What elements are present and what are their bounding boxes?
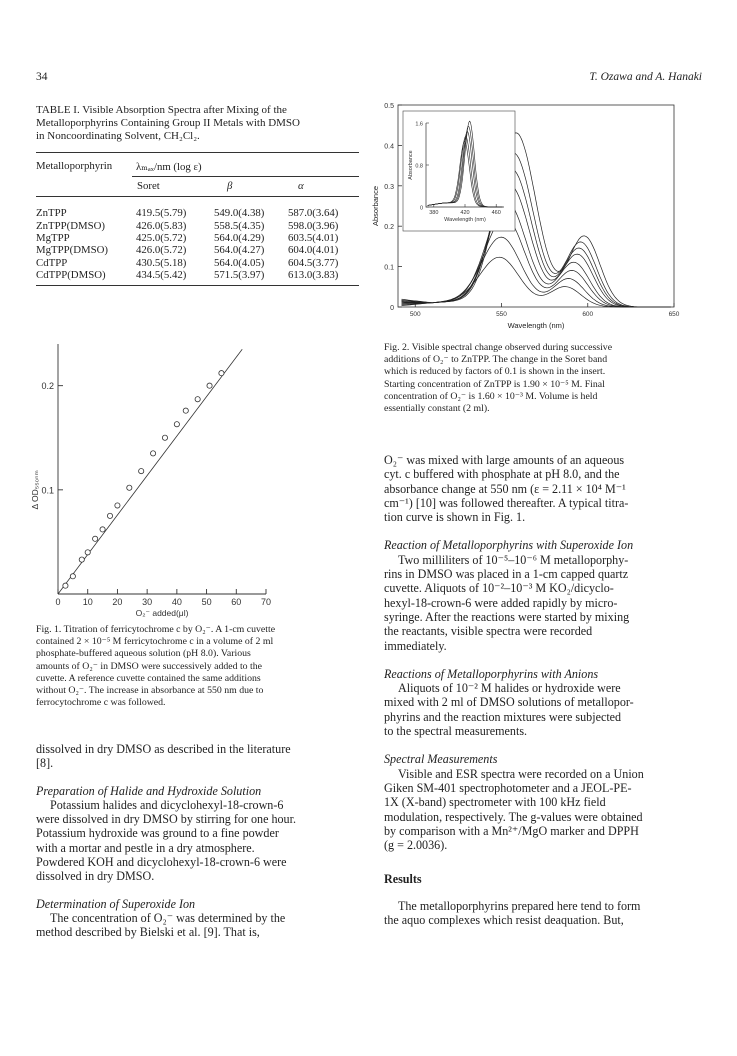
data-point xyxy=(174,422,179,427)
data-point xyxy=(219,371,224,376)
text-line: phyrins and the reaction mixtures were subjected xyxy=(384,709,622,724)
spectrum-curve xyxy=(402,257,671,307)
text-line: rins in DMSO was placed in a 1-cm capped quartz xyxy=(384,567,629,582)
text-line: cuvette. Aliquots of 10⁻²–10⁻³ M KO₂/dicyclo- xyxy=(384,581,614,596)
page-number: 34 xyxy=(36,71,48,83)
x-axis-label: Wavelength (nm) xyxy=(507,321,565,330)
caption-line: concentration of O₂⁻ is 1.60 × 10⁻³ M. Volume is held xyxy=(384,390,598,402)
data-point xyxy=(127,485,132,490)
caption-line: without O₂⁻. The increase in absorbance at 550 nm due to xyxy=(36,685,264,697)
paragraph xyxy=(384,767,698,853)
spectrum-curve xyxy=(402,237,671,307)
paragraph xyxy=(36,911,353,940)
right-column xyxy=(384,453,698,927)
figure-2-caption xyxy=(384,342,690,415)
text-line: dissolved in dry DMSO. xyxy=(36,869,155,884)
y-tick-label: 0.5 xyxy=(384,103,394,110)
y-axis-label: Δ OD₅₅₀ₙₘ xyxy=(30,470,40,510)
inset-y-tick-label: 0 xyxy=(419,205,423,212)
x-tick-label: 10 xyxy=(82,597,93,607)
data-point xyxy=(162,435,167,440)
caption-line: Starting concentration of ZnTPP is 1.90 × 10⁻⁵ M. Final xyxy=(384,378,605,390)
data-point xyxy=(183,408,188,413)
paragraph xyxy=(384,453,698,524)
text-line: were dissolved in dry DMSO by stirring for one hour. xyxy=(36,812,296,827)
data-point xyxy=(63,583,68,588)
x-tick-label: 650 xyxy=(668,311,680,318)
left-column xyxy=(36,742,353,940)
figure-1-titration xyxy=(28,330,318,620)
caption-line: additions of O₂⁻ to ZnTPP. The change in the Soret band xyxy=(384,354,608,366)
x-tick-label: 550 xyxy=(496,311,507,318)
table-sub-alpha: α xyxy=(298,180,304,192)
text-line: Powdered KOH and dicyclohexyl-18-crown-6 were xyxy=(36,855,287,870)
table-caption xyxy=(36,104,366,143)
table-sub-beta: β xyxy=(227,180,233,192)
x-tick-label: 600 xyxy=(582,311,594,318)
paragraph xyxy=(384,553,698,653)
figure-1-caption xyxy=(36,624,346,709)
text-line: Potassium hydroxide was ground to a fine powder xyxy=(36,826,279,841)
text-line: 1X (X-band) spectrometer with 100 kHz field xyxy=(384,795,606,810)
data-point xyxy=(79,557,84,562)
table-row: MgTPP(DMSO) 426.0(5.72) 564.0(4.27) 604.0(4.01) xyxy=(36,244,339,257)
inset-x-tick-label: 380 xyxy=(429,210,439,216)
section-heading: Determination of Superoxide Ion xyxy=(36,896,196,911)
caption-line: which is reduced by factors of 0.1 is shown in the insert. xyxy=(384,366,606,378)
inset-y-tick-label: 1.6 xyxy=(415,121,423,128)
data-point xyxy=(195,397,200,402)
text-line: O₂⁻ was mixed with large amounts of an aqueous xyxy=(384,453,625,467)
data-point xyxy=(150,451,155,456)
text-line: to the spectral measurements. xyxy=(384,724,528,739)
paragraph xyxy=(384,681,698,738)
y-tick-label: 0.2 xyxy=(41,381,54,392)
text-line: mixed with 2 ml of DMSO solutions of metallopor- xyxy=(384,695,634,710)
x-tick-label: 40 xyxy=(171,597,182,607)
inset-x-tick-label: 460 xyxy=(491,210,501,216)
inset-y-axis-label: Absorbance xyxy=(408,150,414,180)
x-tick-label: 50 xyxy=(201,597,212,607)
y-tick-label: 0.2 xyxy=(384,224,394,232)
text-line: hexyl-18-crown-6 were added rapidly by micro- xyxy=(384,595,618,610)
text-line: immediately. xyxy=(384,638,447,653)
table-rule xyxy=(36,152,359,153)
section-heading: Preparation of Halide and Hydroxide Solution xyxy=(36,783,262,798)
inset-y-tick-label: 0.8 xyxy=(415,163,423,170)
paragraph xyxy=(36,742,353,771)
caption-line: amounts of O₂⁻ in DMSO were successively added to the xyxy=(36,660,262,672)
y-tick-label: 0.1 xyxy=(384,264,394,272)
section-heading-results: Results xyxy=(384,872,422,887)
text-line: Two milliliters of 10⁻⁵–10⁻⁶ M metalloporphy- xyxy=(398,552,629,567)
text-line: The concentration of O₂⁻ was determined by the xyxy=(50,910,286,925)
y-tick-label: 0.1 xyxy=(41,485,54,496)
caption-line: phosphate-buffered aqueous solution (pH 8.0). Various xyxy=(36,648,251,660)
y-tick-label: 0.3 xyxy=(384,183,394,191)
caption-line: Fig. 2. Visible spectral change observed during successive xyxy=(384,342,613,353)
paragraph xyxy=(384,899,698,928)
text-line: Giken SM-401 spectrophotometer and a JEOL-PE- xyxy=(384,780,632,795)
y-axis-label: Absorbance xyxy=(371,185,380,227)
table-row: CdTPP 430.5(5.18) 564.0(4.05) 604.5(3.77) xyxy=(36,256,339,269)
text-line: with a mortar and pestle in a dry atmosphere. xyxy=(36,840,255,855)
section-heading: Reactions of Metalloporphyrins with Anions xyxy=(384,666,599,681)
table-col-lambda: λₘₐₓ/nm (log ε) xyxy=(136,161,202,173)
text-line: cm⁻¹) [10] was followed thereafter. A typical titra- xyxy=(384,495,629,510)
inset-x-tick-label: 420 xyxy=(460,210,470,216)
data-point xyxy=(139,468,144,473)
text-line: tion curve is shown in Fig. 1. xyxy=(384,510,526,525)
section-heading: Reaction of Metalloporphyrins with Superoxide Ion xyxy=(384,538,634,553)
table-col-metalloporphyrin: Metalloporphyrin xyxy=(36,160,113,172)
text-line: Potassium halides and dicyclohexyl-18-crown-6 xyxy=(50,797,284,812)
table-row: ZnTPP(DMSO) 426.0(5.83) 558.5(4.35) 598.0(3.96) xyxy=(36,219,339,232)
x-tick-label: 70 xyxy=(260,597,272,607)
caption-line: contained 2 × 10⁻⁵ M ferricytochrome c in a volume of 2 ml xyxy=(36,636,274,648)
text-line: absorbance change at 550 nm (ε = 2.11 × 10⁴ M⁻¹ xyxy=(384,481,626,496)
y-tick-label: 0 xyxy=(390,305,394,312)
caption-line: ferrocytochrome c was followed. xyxy=(36,697,166,709)
y-tick-label: 0.4 xyxy=(384,143,394,151)
inset-x-axis-label: Wavelength (nm) xyxy=(444,217,486,223)
caption-line: cuvette. A reference cuvette contained the same additions xyxy=(36,672,261,684)
caption-line: Fig. 1. Titration of ferricytochrome c by O₂⁻. A 1-cm cuvette xyxy=(36,624,276,635)
x-tick-label: 60 xyxy=(231,597,242,607)
data-point xyxy=(70,574,75,579)
x-tick-label: 500 xyxy=(409,311,421,318)
text-line: dissolved in dry DMSO as described in the literature xyxy=(36,742,291,756)
table-rule xyxy=(36,196,359,197)
data-point xyxy=(107,513,112,518)
paragraph xyxy=(36,798,353,884)
data-point xyxy=(100,527,105,532)
table-caption-line: TABLE I. Visible Absorption Spectra after Mixing of the xyxy=(36,104,287,116)
text-line: by comparison with a Mn²⁺/MgO marker and DPPH xyxy=(384,823,639,838)
x-tick-label: 30 xyxy=(142,597,153,607)
data-point xyxy=(207,383,212,388)
text-line: method described by Bielski et al. [9]. That is, xyxy=(36,925,260,940)
fit-line xyxy=(58,349,242,594)
table-caption-line: Metalloporphyrins Containing Group II Metals with DMSO xyxy=(36,117,300,129)
text-line: The metalloporphyrins prepared here tend to form xyxy=(398,898,641,913)
text-line: the aquo complexes which resist deaquation. But, xyxy=(384,913,624,928)
text-line: modulation, respectively. The g-values were obtained xyxy=(384,809,643,824)
text-line: syringe. After the reactions were started by mixing xyxy=(384,609,630,624)
x-axis-label: O₂⁻ added(μl) xyxy=(135,608,189,618)
table-sub-soret: Soret xyxy=(137,180,160,192)
data-point xyxy=(115,503,120,508)
text-line: Aliquots of 10⁻² M halides or hydroxide were xyxy=(398,681,621,696)
data-point xyxy=(93,536,98,541)
table-rule xyxy=(36,285,359,286)
data-point xyxy=(85,550,90,555)
text-line: the reactants, visible spectra were recorded xyxy=(384,624,593,639)
text-line: [8]. xyxy=(36,756,54,771)
table-row: CdTPP(DMSO) 434.5(5.42) 571.5(3.97) 613.0(3.83) xyxy=(36,269,339,282)
table-rule xyxy=(132,176,359,177)
x-tick-label: 0 xyxy=(55,597,61,607)
data-table xyxy=(36,207,338,281)
running-head-authors: T. Ozawa and A. Hanaki xyxy=(589,71,702,83)
text-line: cyt. c buffered with phosphate at pH 8.0, and the xyxy=(384,467,620,482)
x-tick-label: 20 xyxy=(112,597,123,607)
table-caption-line: in Noncoordinating Solvent, CH₂Cl₂. xyxy=(36,130,200,142)
caption-line: essentially constant (2 ml). xyxy=(384,403,490,415)
figure-2-spectra xyxy=(368,95,688,335)
text-line: (g = 2.0036). xyxy=(384,838,448,853)
table-row: MgTPP 425.0(5.72) 564.0(4.29) 603.5(4.01) xyxy=(36,231,339,244)
section-heading: Spectral Measurements xyxy=(384,752,498,767)
table-row: ZnTPP 419.5(5.79) 549.0(4.38) 587.0(3.64) xyxy=(36,207,339,220)
text-line: Visible and ESR spectra were recorded on a Union xyxy=(398,766,644,781)
